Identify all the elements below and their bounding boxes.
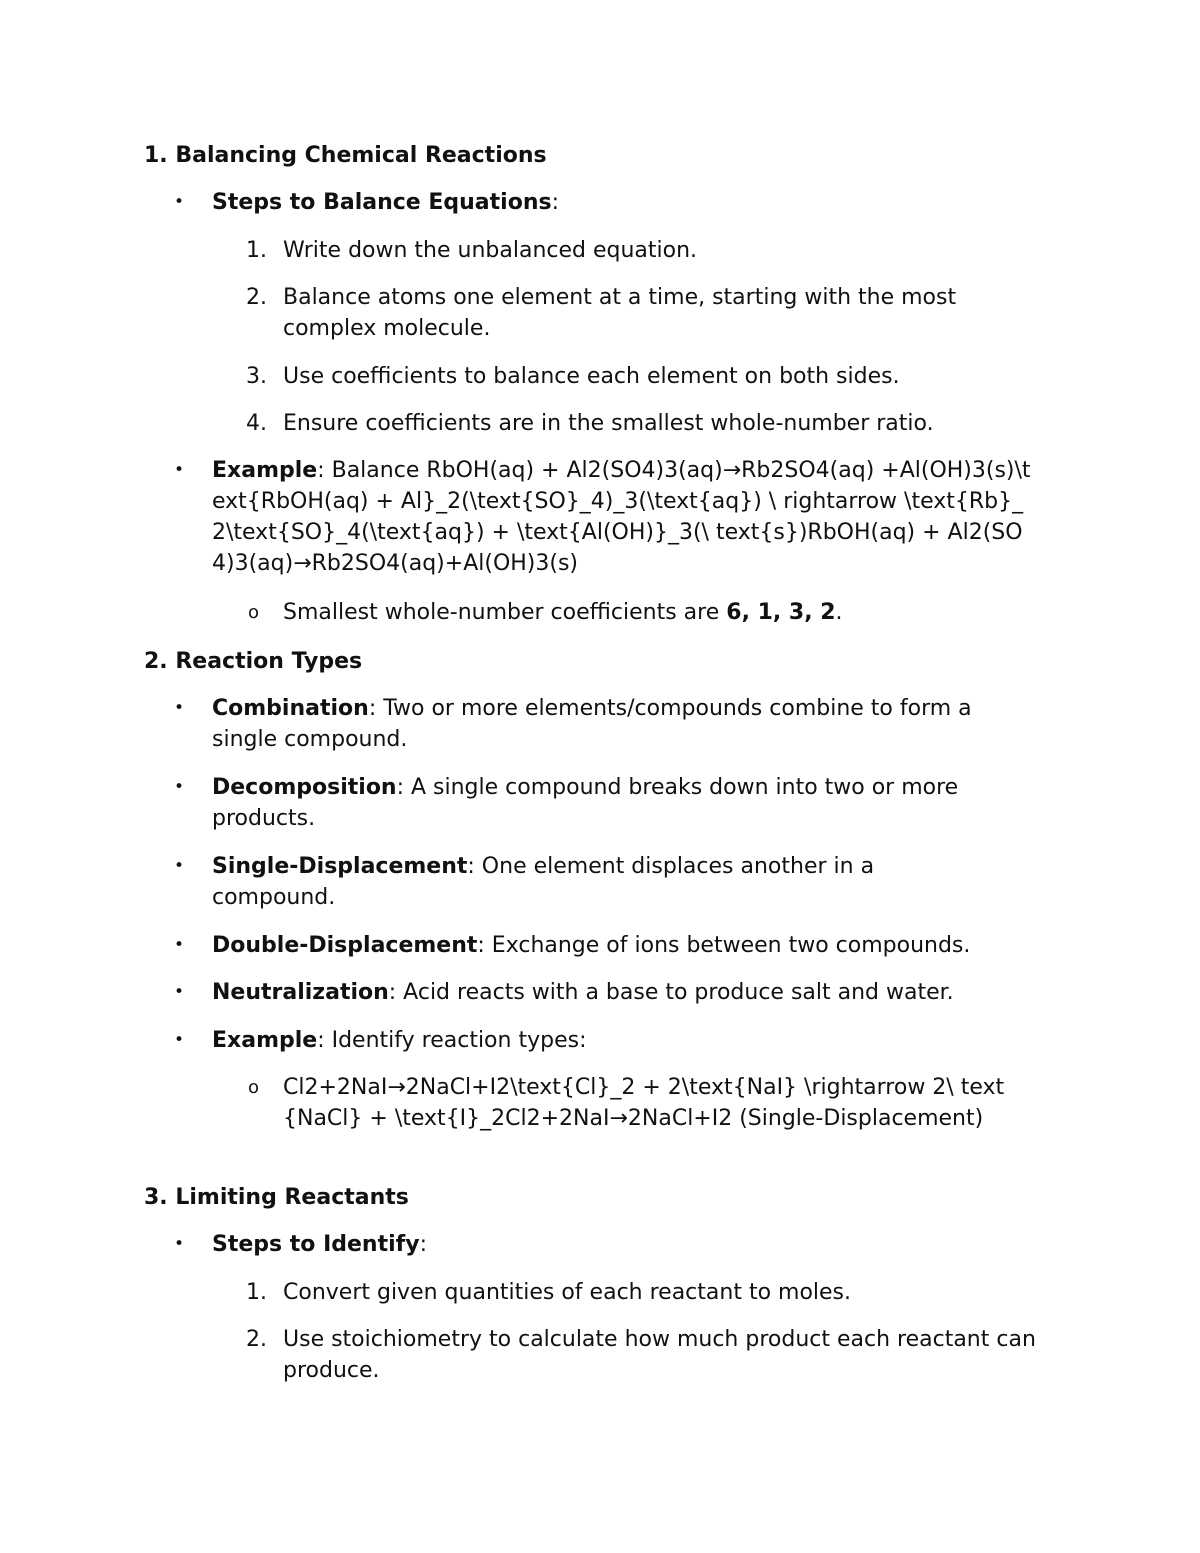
section-1-number: 1. — [144, 143, 168, 168]
example-term: Example — [212, 458, 318, 483]
bullet-icon: • — [174, 1234, 185, 1254]
section-3-heading — [144, 1182, 409, 1213]
steps-balance-term: Steps to Balance Equations — [212, 190, 552, 215]
sub-bullet-icon: o — [248, 1077, 260, 1098]
bullet-icon: • — [174, 935, 185, 955]
step-text: Convert given quantities of each reactant to moles. — [283, 1280, 852, 1305]
type-double-displacement: Double-Displacement: Exchange of ions between two compounds. — [212, 933, 971, 958]
steps-identify-heading: Steps to Identify: — [212, 1232, 427, 1257]
step-text: Ensure coefficients are in the smallest whole-number ratio. — [283, 411, 934, 436]
step-text: Use coefficients to balance each element on both sides. — [283, 364, 900, 389]
step-number: 4. — [246, 411, 267, 436]
coefficients-values: 6, 1, 3, 2 — [726, 600, 836, 625]
bullet-icon: • — [174, 777, 185, 797]
step-text: Use stoichiometry to calculate how much product each reactant can produce. — [283, 1327, 1036, 1383]
step-number: 2. — [246, 285, 267, 310]
coefficients-note: Smallest whole-number coefficients are 6, 1, 3, 2. — [283, 600, 843, 625]
type-combination: Combination: Two or more elements/compounds combine to form a single compound. — [212, 696, 972, 752]
step-number: 1. — [246, 238, 267, 263]
example-reaction-types: Example: Identify reaction types: — [212, 1028, 587, 1053]
bullet-icon: • — [174, 698, 185, 718]
steps-identify-term: Steps to Identify — [212, 1232, 420, 1257]
steps-balance-heading: Steps to Balance Equations: — [212, 190, 559, 215]
bullet-icon: • — [174, 192, 185, 212]
sub-bullet-icon: o — [248, 602, 260, 623]
example-balance — [212, 455, 1032, 579]
step-text: Balance atoms one element at a time, starting with the most complex molecule. — [283, 285, 957, 341]
type-neutralization: Neutralization: Acid reacts with a base to produce salt and water. — [212, 980, 954, 1005]
bullet-icon: • — [174, 460, 185, 480]
type-single-displacement: Single-Displacement: One element displaces another in a compound. — [212, 854, 875, 910]
section-2-heading — [144, 646, 362, 677]
section-2-number: 2. — [144, 649, 168, 674]
example-equation: : Balance RbOH(aq) + Al2(SO4)3(aq)→Rb2SO4(aq) +Al(OH)3(s)\text{RbOH(aq) + Al}_2(\text{SO}_4)_3(\text{aq}) \ rightarrow \text{Rb}_2\text{SO}_4(\text{aq}) + \text{Al(OH)}_3(\ text{s})RbOH(aq) + Al2(SO4)3(aq)→Rb2SO4(aq)+Al(OH)3(s) — [212, 458, 1031, 576]
bullet-icon: • — [174, 856, 185, 876]
bullet-icon: • — [174, 982, 185, 1002]
step-number: 1. — [246, 1280, 267, 1305]
step-number: 3. — [246, 364, 267, 389]
section-3-number: 3. — [144, 1185, 168, 1210]
step-number: 2. — [246, 1327, 267, 1352]
section-1-heading — [144, 140, 547, 171]
example-single-displacement: Cl2+2NaI→2NaCl+I2\text{Cl}_2 + 2\text{NaI} \rightarrow 2\ text{NaCl} + \text{I}_2Cl2+2NaI→2NaCl+I2 (Single-Displacement) — [283, 1075, 1005, 1131]
section-3-title: Limiting Reactants — [175, 1185, 409, 1210]
step-text: Write down the unbalanced equation. — [283, 238, 698, 263]
type-decomposition: Decomposition: A single compound breaks down into two or more products. — [212, 775, 959, 831]
section-2-title: Reaction Types — [175, 649, 363, 674]
section-1-title: Balancing Chemical Reactions — [175, 143, 547, 168]
bullet-icon: • — [174, 1030, 185, 1050]
